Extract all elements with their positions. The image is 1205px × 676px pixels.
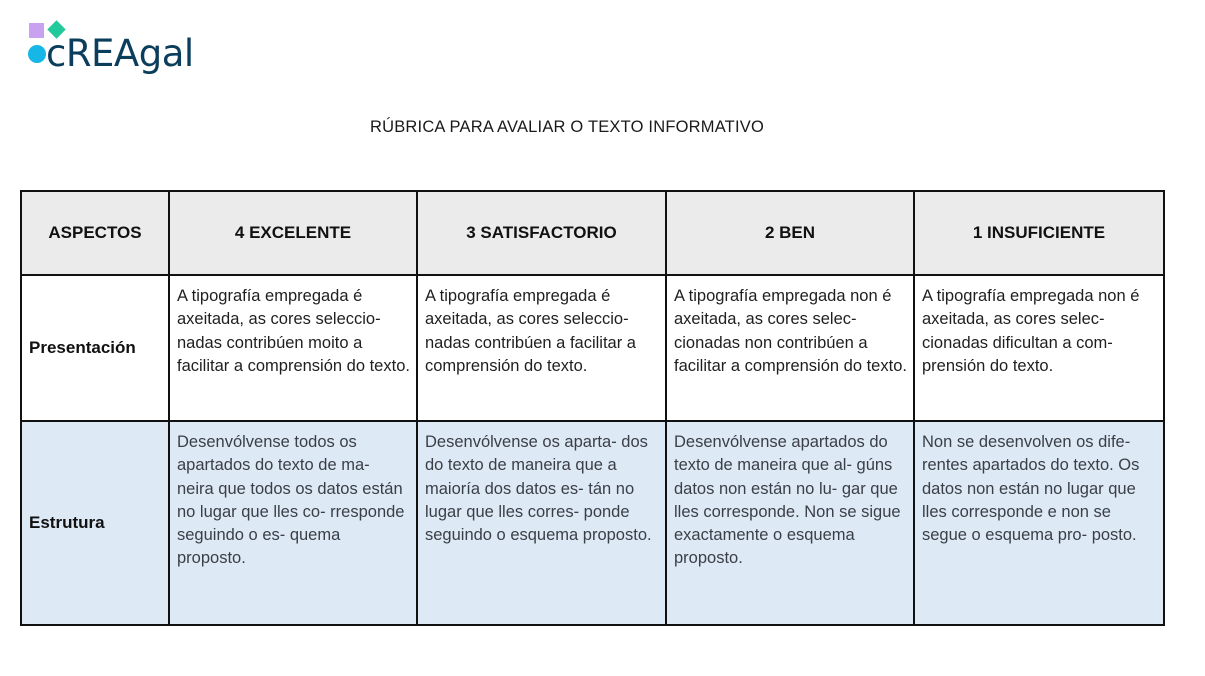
header-excellent: 4 EXCELENTE (169, 191, 417, 275)
table-row-presentacion (21, 275, 1164, 421)
criterion-cell: Desenvólvense apartados do texto de maneira que al- gúns datos non están no lu- gar que lles corresponde. Non se sigue exactamente o esquema proposto. (666, 421, 914, 625)
table-header-row (21, 191, 1164, 275)
header-insufficient: 1 INSUFICIENTE (914, 191, 1164, 275)
aspect-label: Presentación (21, 275, 169, 421)
criterion-cell: A tipografía empregada non é axeitada, as cores selec- cionadas dificultan a com- prensión do texto. (914, 275, 1164, 421)
logo-wordmark: cREAgal (46, 32, 194, 75)
logo-square-shape (29, 23, 44, 38)
table-row-estrutura (21, 421, 1164, 625)
header-satisfactory: 3 SATISFACTORIO (417, 191, 666, 275)
criterion-cell: A tipografía empregada é axeitada, as cores seleccio- nadas contribúen moito a facilitar a comprensión do texto. (169, 275, 417, 421)
header-good: 2 BEN (666, 191, 914, 275)
criterion-cell: A tipografía empregada é axeitada, as cores seleccio- nadas contribúen a facilitar a comprensión do texto. (417, 275, 666, 421)
rubric-table (20, 190, 1165, 626)
logo-circle-shape (28, 45, 46, 63)
aspect-label: Estrutura (21, 421, 169, 625)
header-aspects: ASPECTOS (21, 191, 169, 275)
criterion-cell: A tipografía empregada non é axeitada, as cores selec- cionadas non contribúen a facilitar a comprensión do texto. (666, 275, 914, 421)
criterion-cell: Non se desenvolven os dife- rentes apartados do texto. Os datos non están no lugar que lles corresponde e non se segue o esquema pro- posto. (914, 421, 1164, 625)
document-title: RÚBRICA PARA AVALIAR O TEXTO INFORMATIVO (369, 118, 764, 136)
creagal-logo (26, 20, 206, 80)
criterion-cell: Desenvólvense todos os apartados do texto de ma- neira que todos os datos están no lugar que lles co- rresponde seguindo o es- quema proposto. (169, 421, 417, 625)
criterion-cell: Desenvólvense os aparta- dos do texto de maneira que a maioría dos datos es- tán no lugar que lles corres- ponde seguindo o esquema proposto. (417, 421, 666, 625)
